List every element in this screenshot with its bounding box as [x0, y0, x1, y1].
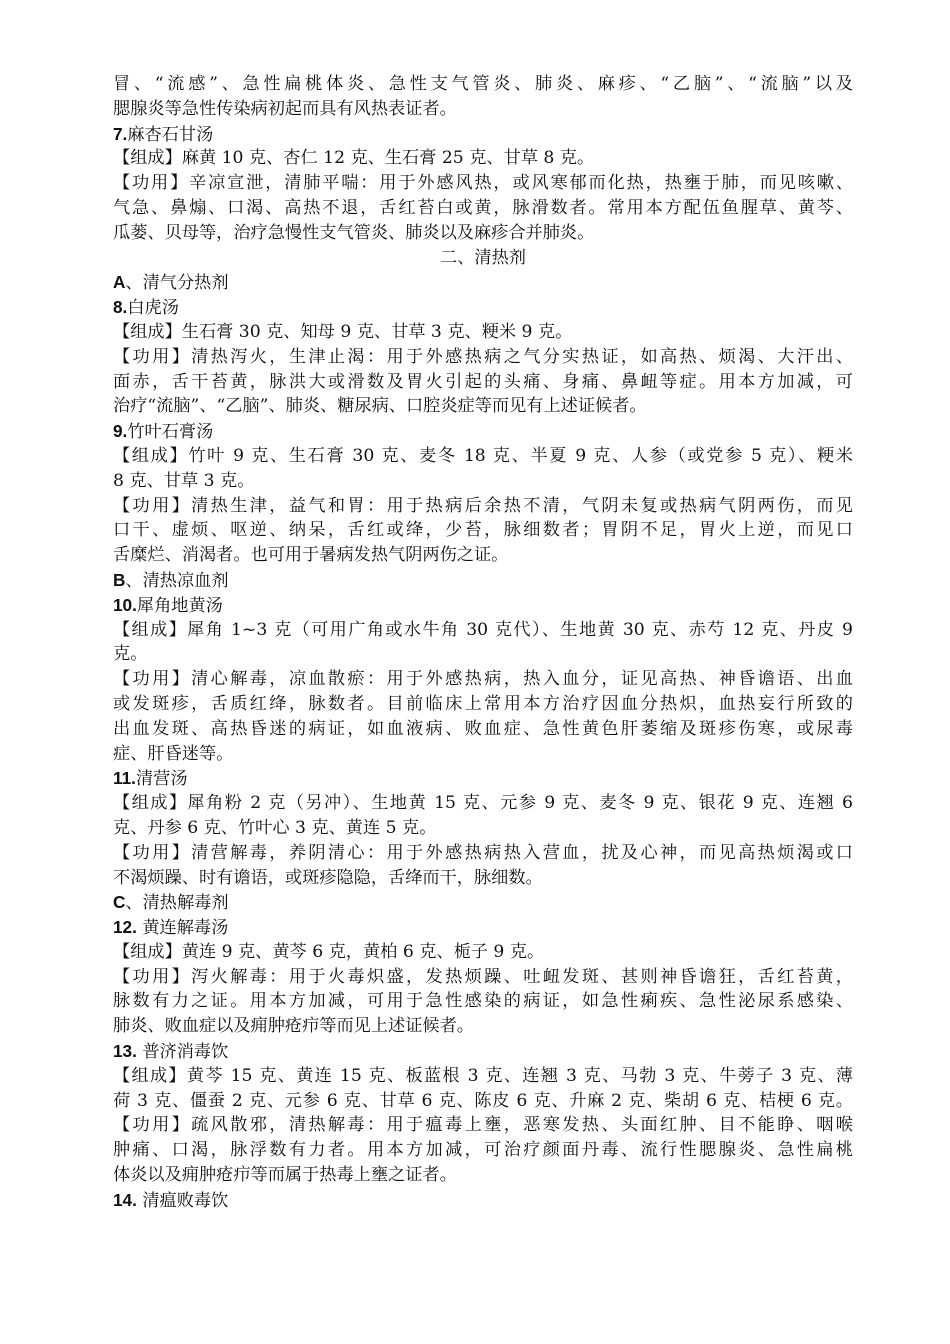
section-heading	[113, 295, 853, 320]
text-line	[113, 518, 853, 543]
line-text: 【功用】辛凉宣泄，清肺平喘：用于外感风热，或风寒郁而化热，热壅于肺，而见咳嗽、	[113, 173, 853, 194]
text-line	[113, 543, 853, 568]
text-line	[113, 866, 853, 891]
line-text: 瓜蒌、贝母等，治疗急慢性支气管炎、肺炎以及麻疹合并肺炎。	[113, 222, 595, 243]
line-text: 、清气分热剂	[125, 273, 229, 294]
text-line	[113, 97, 853, 122]
section-heading	[113, 122, 853, 147]
text-line	[113, 72, 853, 97]
section-number: A	[113, 272, 126, 293]
text-line	[113, 196, 853, 221]
line-text: 【功用】疏风散邪，清热解毒：用于瘟毒上壅，恶寒发热、头面红肿、目不能睁、咽喉	[113, 1115, 853, 1136]
line-text: 面赤，舌干苔黄，脉洪大或滑数及胃火引起的头痛、身痛、鼻衄等症。用本方加减，可	[113, 371, 853, 392]
text-line	[113, 1138, 853, 1163]
section-number: 13.	[113, 1041, 137, 1062]
line-text: 或发斑疹，舌质红绛，脉数者。目前临床上常用本方治疗因血分热炽，血热妄行所致的	[113, 693, 853, 714]
text-line	[113, 717, 853, 742]
text-line	[113, 816, 853, 841]
text-line	[113, 965, 853, 990]
text-line	[113, 841, 853, 866]
section-number: C	[113, 892, 126, 913]
text-line	[113, 692, 853, 717]
text-line	[113, 940, 853, 965]
text-line	[113, 494, 853, 519]
section-heading	[113, 890, 853, 915]
text-line	[113, 370, 853, 395]
section-heading	[113, 593, 853, 618]
text-line	[113, 642, 853, 667]
line-text: 【功用】清营解毒，养阴清心：用于外感热病热入营血，扰及心神，而见高热烦渴或口	[113, 842, 853, 863]
line-text: 治疗“流脑”、“乙脑”、肺炎、糖尿病、口腔炎症等而见有上述证候者。	[113, 396, 647, 417]
line-text: 【功用】清心解毒，凉血散瘀：用于外感热病，热入血分，证见高热、神昏谵语、出血	[113, 669, 853, 690]
text-line	[113, 320, 853, 345]
line-text: 【组成】竹叶 9 克、生石膏 30 克、麦冬 18 克、半夏 9 克、人参（或党参 5 克）、粳米	[113, 445, 853, 466]
text-line	[113, 989, 853, 1014]
text-line	[113, 667, 853, 692]
text-line	[113, 345, 853, 370]
line-text: 清瘟败毒饮	[136, 1190, 229, 1211]
text-line	[113, 1064, 853, 1089]
section-heading	[113, 568, 853, 593]
line-text: 麻杏石甘汤	[127, 124, 214, 145]
line-text: 舌糜烂、消渴者。也可用于暑病发热气阴两伤之证。	[113, 545, 509, 566]
text-line	[113, 1014, 853, 1039]
text-line	[113, 1089, 853, 1114]
line-text: 出血发斑、高热昏迷的病证，如血液病、败血症、急性黄色肝萎缩及斑疹伤寒，或尿毒	[113, 718, 853, 739]
line-text: 症、肝昏迷等。	[113, 743, 234, 764]
line-text: 竹叶石膏汤	[127, 422, 214, 443]
line-text: 冒、“流感”、急性扁桃体炎、急性支气管炎、肺炎、麻疹、“乙脑”、“流脑”以及	[113, 74, 853, 94]
line-text: 腮腺炎等急性传染病初起而具有风热表证者。	[113, 98, 457, 119]
section-heading	[113, 1188, 853, 1213]
section-number: 12.	[113, 917, 137, 938]
line-text: 黄连解毒汤	[136, 918, 229, 939]
text-line	[113, 618, 853, 643]
line-text: 口干、虚烦、呕逆、纳呆，舌红或绛，少苔，脉细数者；胃阴不足，胃火上逆，而见口	[113, 520, 853, 541]
line-text: 【组成】犀角 1~3 克（可用广角或水牛角 30 克代）、生地黄 30 克、赤芍 12 克、丹皮 9	[113, 619, 853, 640]
text-line	[113, 444, 853, 469]
line-text: 肺炎、败血症以及痈肿疮疖等而见上述证候者。	[113, 1016, 474, 1037]
text-line	[113, 171, 853, 196]
text-line	[113, 469, 853, 494]
line-text: 【组成】生石膏 30 克、知母 9 克、甘草 3 克、粳米 9 克。	[113, 321, 573, 342]
section-heading	[113, 915, 853, 940]
section-number: 10.	[113, 594, 137, 615]
line-text: 克、丹参 6 克、竹叶心 3 克、黄连 5 克。	[113, 817, 437, 838]
text-line	[113, 394, 853, 419]
text-line	[113, 146, 853, 171]
text-line	[113, 221, 853, 246]
line-text: 【组成】麻黄 10 克、杏仁 12 克、生石膏 25 克、甘草 8 克。	[113, 148, 595, 169]
line-text: 8 克、甘草 3 克。	[113, 470, 255, 491]
line-text: 肿痛、口渴，脉浮数有力者。用本方加减，可治疗颜面丹毒、流行性腮腺炎、急性扁桃	[113, 1140, 853, 1161]
text-line	[113, 1163, 853, 1188]
section-number: 9.	[113, 421, 128, 442]
line-text: 体炎以及痈肿疮疖等而属于热毒上壅之证者。	[113, 1165, 457, 1186]
line-text: 脉数有力之证。用本方加减，可用于急性感染的病证，如急性痢疾、急性泌尿系感染、	[113, 991, 853, 1012]
line-text: 二、清热剂	[440, 247, 526, 268]
line-text: 荷 3 克、僵蚕 2 克、元参 6 克、甘草 6 克、陈皮 6 克、升麻 2 克、柴胡 6 克、桔梗 6 克。	[113, 1090, 853, 1111]
line-text: 犀角地黄汤	[136, 595, 223, 616]
section-heading	[113, 419, 853, 444]
chapter-heading	[113, 246, 853, 271]
section-number: 11.	[113, 768, 136, 789]
line-text: 克。	[113, 644, 148, 665]
line-text: 清营汤	[135, 769, 188, 790]
section-heading	[113, 766, 853, 791]
text-line	[113, 742, 853, 767]
line-text: 【功用】泻火解毒：用于火毒炽盛，发热烦躁、吐衄发斑、甚则神昏谵狂，舌红苔黄，	[113, 966, 853, 987]
section-heading	[113, 270, 853, 295]
text-line	[113, 1113, 853, 1138]
line-text: 不渴烦躁、时有谵语，或斑疹隐隐，舌绛而干，脉细数。	[113, 867, 543, 888]
text-line	[113, 791, 853, 816]
section-heading	[113, 1039, 853, 1064]
line-text: 白虎汤	[127, 298, 179, 319]
line-text: 【组成】黄芩 15 克、黄连 15 克、板蓝根 3 克、连翘 3 克、马勃 3 克、牛蒡子 3 克、薄	[113, 1065, 853, 1086]
line-text: 、清热解毒剂	[125, 893, 229, 914]
line-text: 气急、鼻煽、口渴、高热不退，舌红苔白或黄，脉滑数者。常用本方配伍鱼腥草、黄芩、	[113, 197, 853, 218]
document-page	[113, 72, 853, 1213]
line-text: 、清热凉血剂	[125, 570, 229, 591]
line-text: 【组成】黄连 9 克、黄芩 6 克，黄柏 6 克、栀子 9 克。	[113, 941, 545, 962]
line-text: 【功用】清热泻火，生津止渴：用于外感热病之气分实热证，如高热、烦渴、大汗出、	[113, 346, 853, 367]
section-number: 14.	[113, 1189, 137, 1210]
line-text: 普济消毒饮	[136, 1042, 229, 1063]
section-number: 7.	[113, 123, 128, 144]
section-number: B	[113, 569, 126, 590]
section-number: 8.	[113, 297, 128, 318]
line-text: 【功用】清热生津，益气和胃：用于热病后余热不清，气阴未复或热病气阴两伤，而见	[113, 495, 853, 516]
line-text: 【组成】犀角粉 2 克（另冲）、生地黄 15 克、元参 9 克、麦冬 9 克、银花 9 克、连翘 6	[113, 793, 853, 814]
